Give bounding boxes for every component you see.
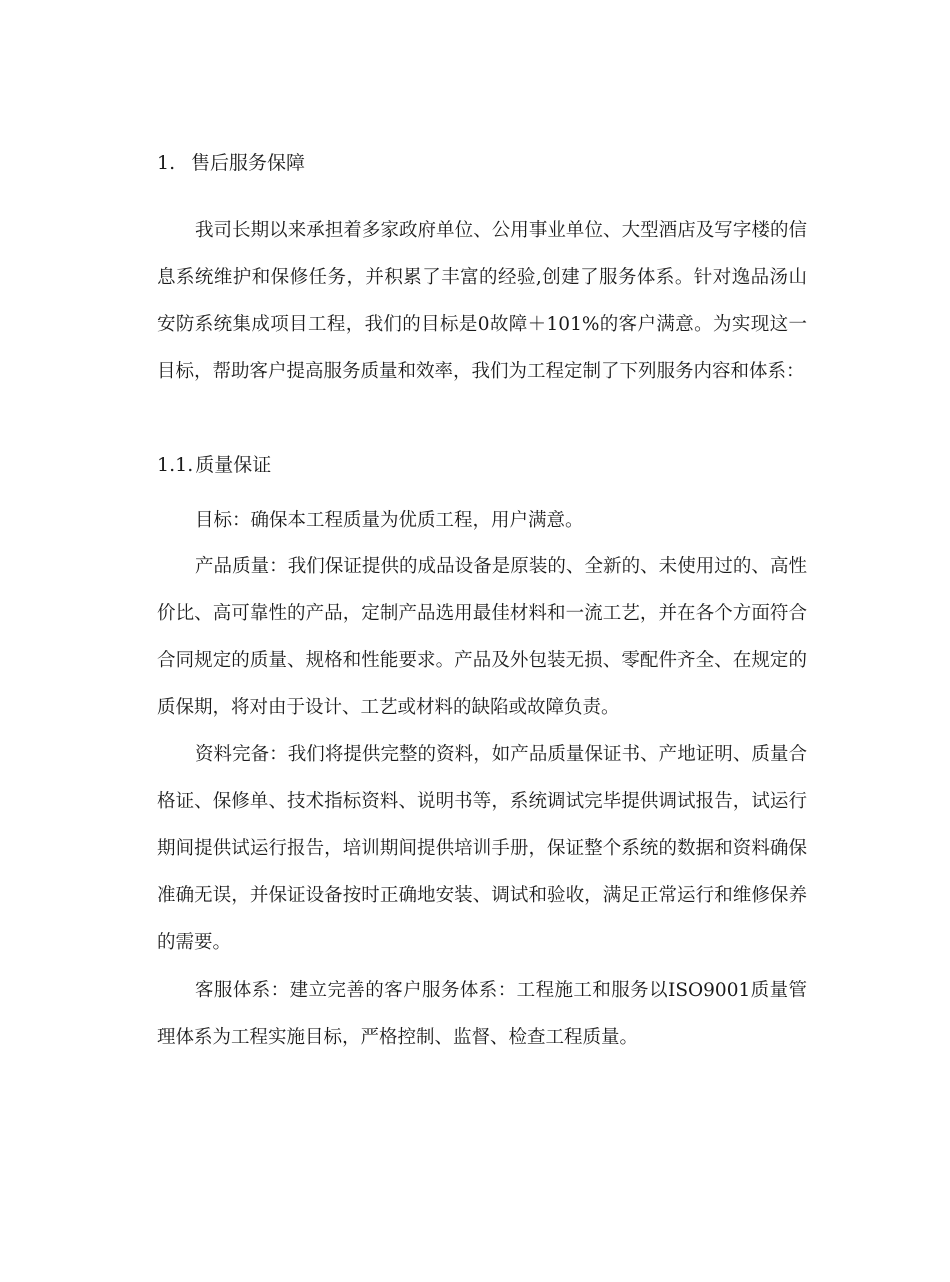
subsection-title: 质量保证 bbox=[195, 454, 272, 476]
section-number: 1. bbox=[157, 152, 176, 174]
intro-paragraph: 我司长期以来承担着多家政府单位、公用事业单位、大型酒店及写字楼的信息系统维护和保修任务，并积累了丰富的经验,创建了服务体系。针对逸品汤山安防系统集成项目工程，我们的目标是0故障＋101%的客户满意。为实现这一目标，帮助客户提高服务质量和效率，我们为工程定制了下列服务内容和体系： bbox=[157, 220, 807, 382]
customer-service-paragraph: 客服体系：建立完善的客户服务体系：工程施工和服务以ISO9001质量管理体系为工程实施目标，严格控制、监督、检查工程质量。 bbox=[157, 980, 807, 1048]
subsection-heading bbox=[157, 450, 271, 480]
goal-paragraph: 目标：确保本工程质量为优质工程，用户满意。 bbox=[195, 510, 584, 531]
section-heading bbox=[157, 148, 305, 178]
product-quality-paragraph: 产品质量：我们保证提供的成品设备是原装的、全新的、未使用过的、高性价比、高可靠性的产品，定制产品选用最佳材料和一流工艺，并在各个方面符合合同规定的质量、规格和性能要求。产品及外包装无损、零配件齐全、在规定的质保期，将对由于设计、工艺或材料的缺陷或故障负责。 bbox=[157, 556, 807, 718]
documentation-paragraph: 资料完备：我们将提供完整的资料，如产品质量保证书、产地证明、质量合格证、保修单、技术指标资料、说明书等，系统调试完毕提供调试报告，试运行期间提供试运行报告，培训期间提供培训手册，保证整个系统的数据和资料确保准确无误，并保证设备按时正确地安装、调试和验收，满足正常运行和维修保养的需要。 bbox=[157, 744, 807, 953]
subsection-number: 1.1. bbox=[157, 454, 194, 476]
section-title: 售后服务保障 bbox=[191, 152, 306, 174]
